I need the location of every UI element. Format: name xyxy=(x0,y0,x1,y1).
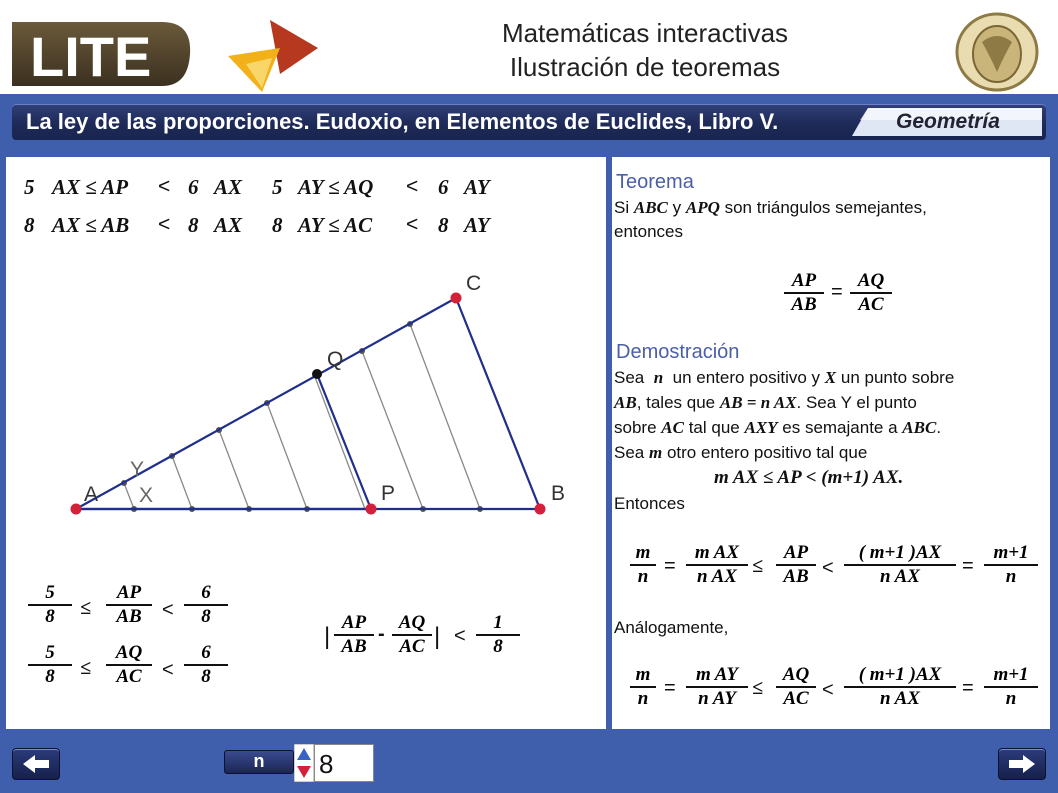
point-b[interactable] xyxy=(535,504,546,515)
ineq-op: < xyxy=(158,175,171,198)
point-c[interactable] xyxy=(451,293,462,304)
svg-text:LITE: LITE xyxy=(30,25,152,88)
construction-panel xyxy=(6,157,606,729)
ineq-value: 6 xyxy=(188,175,199,199)
lt-symbol: < xyxy=(454,625,466,647)
university-crest xyxy=(952,12,1042,92)
point-p[interactable] xyxy=(366,504,377,515)
proof-inequality: m AX ≤ AP < (m+1) AX. xyxy=(714,467,904,488)
fraction-1-8: 1 8 xyxy=(476,613,520,657)
ineq-op: < xyxy=(406,175,419,198)
le-symbol: ≤ xyxy=(80,597,91,619)
theorem-line-1: Si ABC y APQ son triángulos semejantes, xyxy=(614,198,927,217)
footer xyxy=(0,735,1058,793)
ineq-value: 8 xyxy=(24,213,35,237)
ineq-value: 6 xyxy=(438,175,449,199)
site-title-line1: Matemáticas interactivas xyxy=(501,18,789,48)
le-symbol: ≤ xyxy=(80,657,91,679)
ineq-term: AX ≤ AB xyxy=(52,213,130,237)
ineq-term: AY ≤ AC xyxy=(298,213,373,237)
ineq-term: AY ≤ AQ xyxy=(298,175,374,199)
proof-line-4: Sea m otro entero positivo tal que xyxy=(614,443,868,462)
lt-symbol: < xyxy=(162,659,174,681)
theorem-panel: Teorema Si ABC y APQ son triángulos semejantes, entonces AP AB = AQ AC Demostración Sea n un entero positivo y X un punto sobre AB, tales que AB = n AX. Sea Y el punto sobre AC tal que AXY es semajante a ABC. Sea m otro entero positivo tal que m AX ≤ AP < (m+1) AX. Entonces m n = m AX n AX ≤ AP AB < ( m+1 )AX n AX = m+1 n Análogamente, m n = m AY n AY ≤ AQ AC < ( m+1 )AX n AX = m+1 n xyxy=(612,157,1050,729)
fraction-5-8-b: 5 8 xyxy=(28,643,72,687)
theorem-heading: Teorema xyxy=(616,171,694,193)
ineq-op: < xyxy=(406,213,419,236)
fraction-6-8-b: 6 8 xyxy=(184,643,228,687)
previous-button[interactable] xyxy=(12,748,60,780)
point-q[interactable] xyxy=(312,369,322,379)
point-a[interactable] xyxy=(71,504,82,515)
fraction-ap-ab-abs: AP AB xyxy=(334,613,374,657)
lt-symbol: < xyxy=(162,599,174,621)
site-title-line2: Ilustración de teoremas xyxy=(509,52,781,82)
proof-line-2: AB, tales que AB = n AX. Sea Y el punto xyxy=(614,393,917,412)
ineq-value: 8 xyxy=(188,213,199,237)
arrow-left-icon xyxy=(21,754,51,774)
proof-line-3: sobre AC tal que AXY es semajante a ABC. xyxy=(614,418,942,437)
minus-symbol: - xyxy=(378,623,385,645)
ineq-term: AY xyxy=(464,213,490,237)
ineq-value: 8 xyxy=(438,213,449,237)
proof-heading: Demostración xyxy=(616,341,740,363)
fraction-aq-ac-abs: AQ AC xyxy=(392,613,432,657)
analogously-text: Análogamente, xyxy=(614,618,729,637)
label-x: X xyxy=(139,484,154,507)
proof-line-1: Sea n un entero positivo y X un punto sobre xyxy=(614,368,955,387)
ineq-value: 5 xyxy=(24,175,35,199)
label-p: P xyxy=(381,482,396,505)
main-triangle xyxy=(76,298,540,509)
equals-symbol: = xyxy=(831,281,843,303)
fraction-aq-ac: AQ AC xyxy=(106,643,152,687)
lite-logo xyxy=(12,14,192,94)
title-bar xyxy=(0,94,1058,152)
theorem-line-2: entonces xyxy=(614,222,683,241)
category-tag xyxy=(852,108,1042,136)
category-tag-label: Geometría xyxy=(896,110,1000,133)
ineq-term: AY xyxy=(464,175,490,199)
abs-bar-right: | xyxy=(434,623,441,650)
subdivision-lines xyxy=(76,324,538,509)
n-stepper[interactable] xyxy=(294,744,314,782)
fraction-5-8: 5 8 xyxy=(28,583,72,627)
site-title xyxy=(430,16,860,84)
ineq-term: AX xyxy=(214,175,243,199)
eq1-fraction-ap-ab: AP AB xyxy=(784,271,824,315)
abs-bar-left: | xyxy=(324,623,331,650)
then-text: Entonces xyxy=(614,494,685,513)
label-a: A xyxy=(84,483,99,506)
header xyxy=(0,0,1058,94)
fraction-ap-ab: AP AB xyxy=(106,583,152,627)
label-c: C xyxy=(466,272,482,295)
origami-logo xyxy=(226,18,322,94)
fraction-6-8: 6 8 xyxy=(184,583,228,627)
eq1-fraction-aq-ac: AQ AC xyxy=(850,271,892,315)
ineq-op: < xyxy=(158,213,171,236)
lesson-title: La ley de las proporciones. Eudoxio, en Elementos de Euclides, Libro V. xyxy=(26,109,779,134)
label-b: B xyxy=(551,482,566,505)
division-points xyxy=(121,321,483,512)
n-label: n xyxy=(224,750,294,774)
n-value-input[interactable]: 8 xyxy=(314,744,374,782)
ineq-term: AX xyxy=(214,213,243,237)
arrow-right-icon xyxy=(1007,754,1037,774)
ineq-value: 8 xyxy=(272,213,283,237)
ineq-value: 5 xyxy=(272,175,283,199)
ineq-term: AX ≤ AP xyxy=(52,175,129,199)
next-button[interactable] xyxy=(998,748,1046,780)
label-q: Q xyxy=(327,348,344,371)
label-y: Y xyxy=(130,458,145,481)
